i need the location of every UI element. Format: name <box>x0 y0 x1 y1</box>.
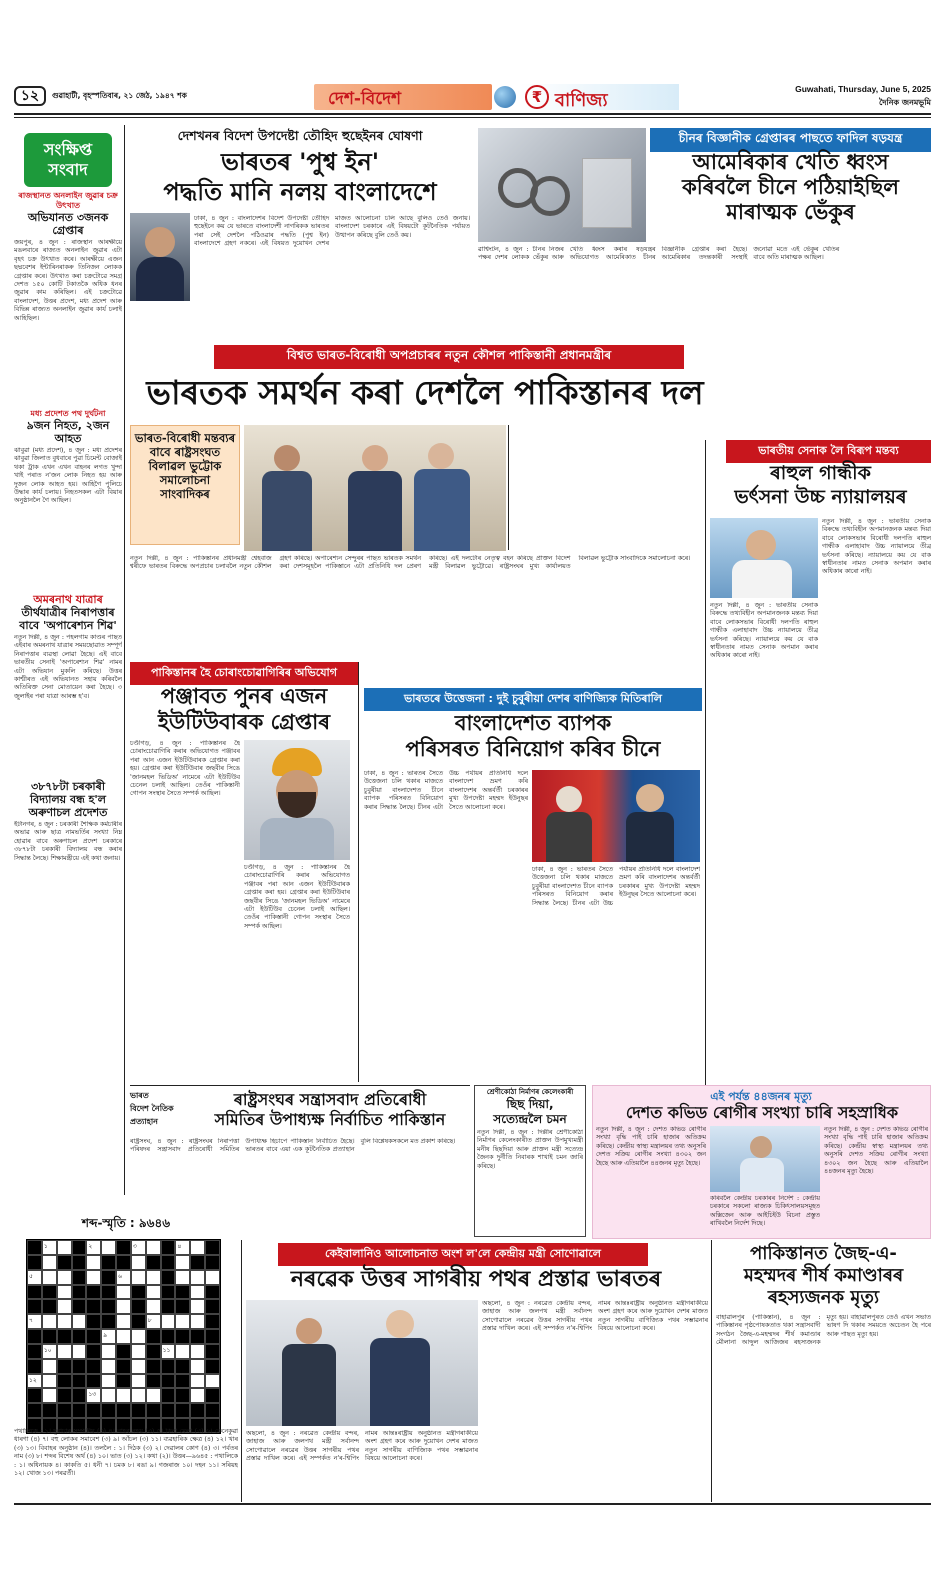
story10-text-cont: অছলো, ৪ জুন : নৰৱেত কেন্দ্ৰীয় বন্দৰ, জাহাজ আৰু জলপথ মন্ত্ৰী সৰ্বানন্দ সোণোৱালে নৰৱেৰ উত্তৰ সাগৰীয় পথৰ প্ৰস্তাৱ দাখিল কৰে। এই সম্পৰ্কত ন'ৰ-শ্বিপিং নামৰ আন্তঃৰাষ্ট্ৰীয় অনুষ্ঠানত মন্ত্ৰীগৰাকীয়ে অংশ গ্ৰহণ কৰে আৰু দুয়োখন দেশৰ মাজত নতুন সাগৰীয় বাণিজ্যিক পথৰ সম্ভাৱনাৰ বিষয়ে আলোচনা কৰে। <box>482 1300 708 1333</box>
story5-kicker: পাকিস্তানৰ হৈ চোৰাংচোৱাগিৰিৰ অভিযোগ <box>130 662 358 685</box>
story3-side-box-text: ভাৰত-বিৰোধী মন্তব্যৰ বাবে ৰাষ্ট্ৰসংঘত বিলাৱল ভুট্টোক সমালোচনা সাংবাদিকৰ <box>134 431 236 501</box>
story8-headline-2: সত্যেন্দ্ৰলৈ চমন <box>493 1112 567 1126</box>
footer-rule <box>14 1503 931 1505</box>
story5-text-cont: চণ্ডীগড়, ৪ জুন : পাকিস্তানৰ হৈ চোৰাংচোৱাগিৰি কৰাৰ অভিযোগত পঞ্জাবৰ পৰা আন এজন ইউটিউবাৰক গ্ৰেপ্তাৰ কৰা হয়। গ্ৰেপ্তাৰ কৰা ইউটিউবাৰ জছবীৰ সিঙে 'জানমহল ভিডিঅ' নামেৰে এটা ইউটিউব চেনেল চলাই আছিল। তেওঁৰ পাকিস্তানী গোপন সংস্থাৰ সৈতে সম্পৰ্ক আছিল। <box>244 864 350 930</box>
brief-2-kicker: মধ্য প্ৰদেশত পথ দুৰ্ঘটনা <box>30 409 106 418</box>
story9-text-2: কৰিবলৈ কেন্দ্ৰীয় চৰকাৰৰ নিৰ্দেশ : কেন্দ্ৰীয় চৰকাৰে সকলো ৰাজ্যক চিকিৎসালয়সমূহত অক্সিজেন আৰু আইচিইউ বিচনা প্ৰস্তুত ৰাখিবলৈ নিৰ্দেশ দিছে। <box>710 1195 820 1228</box>
briefs-title-line2: সংবাদ <box>48 160 88 179</box>
story3-photo <box>244 425 506 551</box>
story7-headline-1: ৰাষ্ট্ৰসংঘৰ সন্ত্ৰাসবাদ প্ৰতিৰোধী <box>233 1090 427 1109</box>
story7-text: ৰাষ্ট্ৰসংঘ, ৪ জুন : ৰাষ্ট্ৰসংঘৰ নিৰাপত্তা পৰিষদৰ সন্ত্ৰাসবাদ প্ৰতিৰোধী সমিতিৰ উপাধ্যক্ষ হিচাপে পাকিস্তান নিৰ্বাচিত হৈছে। ভাৰতৰ বাবে এয়া এক কূটনৈতিক প্ৰত্যাহান বুলি বিশ্লেষকসকলে মত প্ৰকাশ কৰিছে। <box>130 1138 456 1154</box>
story11-text: বাহাৱালপুৰ (পাকিস্তান), ৪ জুন : পাকিস্তানৰ পৃষ্ঠপোষকতাত থকা সন্ত্ৰাসবাদী সংগঠন জৈছ-এ-মহম্মদৰ শীৰ্ষ কমাণ্ডাৰ মৌলানা আব্দুল আজিজৰ ৰহস্যজনক মৃত্যু হয়। বাহাৱালপুৰত তেওঁ এখন সভাত ভাষণ দি থকাৰ সময়তে অচেতন হৈ পৰে আৰু পাছত মৃত্যু হয়। <box>716 1314 931 1347</box>
story7-label-2: বিদেশ নৈতিক <box>130 1104 174 1113</box>
story11-headline-2: মহম্মদৰ শীৰ্ষ কমাণ্ডাৰৰ <box>743 1265 904 1286</box>
section-title-desh-bidesh: দেশ-বিদেশ <box>328 89 402 109</box>
story7-label-3: প্ৰত্যাহান <box>130 1117 158 1126</box>
story3-text: নতুন দিল্লী, ৪ জুন : পাকিস্তানৰ প্ৰধানমন্ত্ৰী শ্বেহবাজ শ্বৰীফে ভাৰতৰ বিৰুদ্ধে অপপ্ৰচাৰ চলাবলৈ নতুন কৌশল গ্ৰহণ কৰিছে। অপাৰেশ্যন সেন্দুৰৰ পাছত ভাৰতক সমৰ্থন কৰা দেশসমূহলৈ পাকিস্তানে এটা প্ৰতিনিধি দল প্ৰেৰণ কৰিছে। এই দলটোৰ নেতৃত্ব বহন কৰিছে প্ৰাক্তন বিদেশ মন্ত্ৰী বিলাৱল ভুট্টোৱে। ৰাষ্ট্ৰসংঘৰ মুখ্য কাৰ্যালয়ত বিলাৱল ভুট্টোক সাংবাদিকে সমালোচনা কৰে। <box>130 555 691 571</box>
brief-3-kicker: অমৰনাথ যাত্ৰাৰ <box>33 593 103 606</box>
story6-kicker: ভাৰতৰে উত্তেজনা : দুই চুবুৰীয়া দেশৰ বাণিজ্যিক মিতিৰালি <box>364 688 702 711</box>
story3-side-box <box>130 425 240 545</box>
section-banner-desh-bidesh <box>314 84 492 110</box>
crossword-divider <box>241 1240 242 1502</box>
story3-kicker: বিশ্বত ভাৰত-বিৰোধী অপপ্ৰচাৰৰ নতুন কৌশল পাকিস্তানী প্ৰধানমন্ত্ৰীৰ <box>214 345 684 369</box>
section-title-banijya: বাণিজ্য <box>555 90 608 111</box>
story1-text: ঢাকা, ৪ জুন : বাংলাদেশৰ বিদেশ উপদেষ্টা তৌহিদ হুছেইনে কয় যে ভাৰতে বাংলাদেশী নাগৰিকক ভাৰতৰ পৰা সেই দেশলৈ পঠিওৱাৰ পদ্ধতি (পুশ্ব ইন) বাংলাদেশে গ্ৰহণ নকৰে। এই বিষয়ত দুয়োখন দেশৰ মাজত আলোচনা চলি আছে বুলিও তেওঁ জনায়। বাংলাদেশ চৰকাৰে এই বিষয়টো কূটনৈতিক পৰ্যায়ত উত্থাপন কৰিছে বুলি তেওঁ কয়। <box>194 215 470 248</box>
story7-headline-2: সমিতিৰ উপাধ্যক্ষ নিৰ্বাচিত পাকিস্তান <box>214 1110 446 1129</box>
story9-kicker: এই পৰ্যন্ত ৪৪জনৰ মৃত্যু <box>710 1090 812 1103</box>
story1-headline-2: পদ্ধতি মানি নলয় বাংলাদেশে <box>163 178 437 206</box>
story7-top-rule <box>130 1085 470 1086</box>
story8-kicker: শ্ৰেণীকোঠা নিৰ্মাণৰ কেলেংকাৰী <box>486 1088 574 1096</box>
brief-3-headline: তীৰ্থযাত্ৰীৰ নিৰাপত্তাৰ বাবে 'অপাৰেশ্যন শিৱ' <box>19 606 117 632</box>
story2-text: ৱাশ্বিংটন, ৪ জুন : চীনৰ নিজৰ পক্ষৰ দেশৰ লোকক ভেঁকুৰ আৰু খেতি ধ্বংস কৰাৰ ষড়যন্ত্ৰৰ অভিযোগত আমেৰিকাত চীনৰ বিজ্ঞানীক গ্ৰেপ্তাৰ কৰা হৈছে। আমেৰিকাৰ তদন্তকাৰী সংস্থাই জনোৱা মতে এই ভেঁকুৰ খেতিৰ বাবে অতি মাৰাত্মক আছিল। <box>478 246 840 262</box>
brief-1-kicker: ৰাজস্থানত অনলাইন জুৱাৰ চক্ৰ উৎখাত <box>18 191 118 210</box>
crossword-clues: পথালিকে : ১। দুৰাচাৰ সম্পৰ্কীয় (৩) ৪। নাহৰ নহয় (৩) ৫। কিনা মেলা (৩) ৬। কেনেকুৱা ধাৰণা (৪) ৭। বহু লোকৰ সমাবেশ (৩) ৯। আঁচল (৩) ১১। ব্যৱহাৰিক ক্ষেত্ৰ (৪) ১২। খাৰ (৩) ১৩। বিবাহৰ অনুষ্ঠান (৪)। তললৈ : ১। দিঠক (৩) ২। দেৱালৰ কোণ (৪) ৩। পৰ্বতৰ নাম (৩) ৮। শব্দৰ বিশেষ অৰ্থ (৪) ১০। ভাত (৩) ১২। কথা (২)। উত্তৰ—৯৬৪৫ : পথালিকে : ১। অধিনায়ক ৪। কাকতি ৫। ধনী ৭। চমক ৮। ৰঙা ৯। গজৰাজ ১০। দহন ১১। সৰিয়হ ১২। খোজ ১৩। পৰৱৰ্তী। <box>14 1428 238 1478</box>
story2-photo <box>478 128 646 242</box>
story6-headline-1: বাংলাদেশত ব্যাপক <box>454 711 612 735</box>
story5-text: চণ্ডীগড়, ৪ জুন : পাকিস্তানৰ হৈ চোৰাংচোৱাগিৰি কৰাৰ অভিযোগত পঞ্জাবৰ পৰা আন এজন ইউটিউবাৰক গ্ৰেপ্তাৰ কৰা হয়। গ্ৰেপ্তাৰ কৰা ইউটিউবাৰ জছবীৰ সিঙে 'জানমহল ভিডিঅ' নামেৰে এটা ইউটিউব চেনেল চলাই আছিল। তেওঁৰ পাকিস্তানী গোপন সংস্থাৰ সৈতে সম্পৰ্ক আছিল। <box>130 740 240 798</box>
story5-headline-2: ইউটিউবাৰক গ্ৰেপ্তাৰ <box>157 710 331 734</box>
masthead <box>14 84 931 110</box>
story9-text-3: নতুন দিল্লী, ৪ জুন : দেশত কভিড ৰোগীৰ সংখ্যা বৃদ্ধি পাই চাৰি হাজাৰ অতিক্ৰম কৰিছে। কেন্দ্ৰীয় স্বাস্থ্য মন্ত্ৰালয়ৰ তথ্য অনুসৰি দেশত সক্ৰিয় ৰোগীৰ সংখ্যা ৪৩০২ জন হৈছে আৰু এতিয়ালৈ ৪৪জনৰ মৃত্যু হৈছে। <box>824 1126 928 1176</box>
story6-text-cont: ঢাকা, ৪ জুন : ভাৰতৰ সৈতে উত্তেজনা চলি থকাৰ মাজতে চুবুৰীয়া বাংলাদেশত চীনে ব্যাপক পৰিসৰত বিনিয়োগ কৰাৰ সিদ্ধান্ত লৈছে। চীনৰ এটা উচ্চ পৰ্যায়ৰ প্ৰতিনিধি দলে বাংলাদেশ ভ্ৰমণ কৰি বাংলাদেশৰ অন্তৰ্বৰ্তী চৰকাৰৰ মুখ্য উপদেষ্টা মহম্মদ ইউনুছৰ সৈতে আলোচনা কৰে। <box>532 866 700 907</box>
globe-icon <box>494 86 516 108</box>
date-left: গুৱাহাটী, বৃহস্পতিবাৰ, ২১ জেঠ, ১৯৪৭ শক <box>52 91 187 100</box>
story10-text: অছলো, ৪ জুন : নৰৱেত কেন্দ্ৰীয় বন্দৰ, জাহাজ আৰু জলপথ মন্ত্ৰী সৰ্বানন্দ সোণোৱালে নৰৱেৰ উত্তৰ সাগৰীয় পথৰ প্ৰস্তাৱ দাখিল কৰে। এই সম্পৰ্কত ন'ৰ-শ্বিপিং নামৰ আন্তঃৰাষ্ট্ৰীয় অনুষ্ঠানত মন্ত্ৰীগৰাকীয়ে অংশ গ্ৰহণ কৰে আৰু দুয়োখন দেশৰ মাজত নতুন সাগৰীয় বাণিজ্যিক পথৰ সম্ভাৱনাৰ বিষয়ে আলোচনা কৰে। <box>246 1430 478 1463</box>
story6-headline-2: পৰিসৰত বিনিয়োগ কৰিব চীনে <box>405 737 661 761</box>
story4-text-cont: নতুন দিল্লী, ৪ জুন : ভাৰতীয় সেনাক বিৰুদ্ধে তথ্যবিহীন অপমানজনক মন্তব্য দিয়া বাবে লোকসভাৰ বিৰোধী দলপতি ৰাহুল গান্ধীক এলাহাবাদ উচ্চ ন্যায়ালয়ে তীব্ৰ ভৰ্ৎসনা কৰিছে। ন্যায়ালয়ে কয় যে বাক স্বাধীনতাৰ নামত সেনাক অপমান কৰাৰ অধিকাৰ কাৰো নাই। <box>710 602 818 660</box>
story2-kicker: চীনৰ বিজ্ঞানীক গ্ৰেপ্তাৰৰ পাছতে ফাদিল ষড়যন্ত্ৰ <box>650 128 931 152</box>
story7-label-1: ভাৰত <box>130 1091 149 1100</box>
header-rule-thin <box>14 117 931 118</box>
story4-text: নতুন দিল্লী, ৪ জুন : ভাৰতীয় সেনাক বিৰুদ্ধে তথ্যবিহীন অপমানজনক মন্তব্য দিয়া বাবে লোকসভাৰ বিৰোধী দলপতি ৰাহুল গান্ধীক এলাহাবাদ উচ্চ ন্যায়ালয়ে তীব্ৰ ভৰ্ৎসনা কৰিছে। ন্যায়ালয়ে কয় যে বাক স্বাধীনতাৰ নামত সেনাক অপমান কৰাৰ অধিকাৰ কাৰো নাই। <box>822 518 931 576</box>
story9-text: নতুন দিল্লী, ৪ জুন : দেশত কভিড ৰোগীৰ সংখ্যা বৃদ্ধি পাই চাৰি হাজাৰ অতিক্ৰম কৰিছে। কেন্দ্ৰীয় স্বাস্থ্য মন্ত্ৰালয়ৰ তথ্য অনুসৰি দেশত সক্ৰিয় ৰোগীৰ সংখ্যা ৪৩০২ জন হৈছে আৰু এতিয়ালৈ ৪৪জনৰ মৃত্যু হৈছে। <box>596 1126 706 1167</box>
story2-headline-1: আমেৰিকাৰ খেতি ধ্বংস <box>692 150 889 174</box>
section-banner-banijya <box>519 84 679 110</box>
story9-photo <box>710 1126 820 1192</box>
story5-headline-1: পঞ্জাবত পুনৰ এজন <box>160 684 328 708</box>
story3-headline: ভাৰতক সমৰ্থন কৰা দেশলৈ পাকিস্তানৰ দল <box>146 373 704 412</box>
story10-divider <box>711 1240 712 1502</box>
story10-kicker: কেইবালানিও আলোচনাত অংশ ল'লে কেন্দ্ৰীয় মন্ত্ৰী সোণোৱালে <box>278 1243 648 1266</box>
story6-photo <box>532 770 700 862</box>
briefs-divider <box>124 125 125 1195</box>
story11-headline-1: পাকিস্তানত জৈছ-এ- <box>750 1243 897 1264</box>
story2-headline-2: কৰিবলৈ চীনে পঠিয়াইছিল <box>682 175 899 199</box>
story4-kicker: ভাৰতীয় সেনাক লৈ বিৰূপ মন্তব্য <box>726 440 931 463</box>
story1-photo <box>130 213 190 301</box>
story11-headline-3: ৰহস্যজনক মৃত্যু <box>767 1287 880 1308</box>
story7-label <box>130 1090 186 1136</box>
story5-photo <box>244 740 350 860</box>
paper-name: দৈনিক জনমভূমি <box>879 98 931 107</box>
person-silhouette <box>145 227 175 257</box>
brief-2-headline: ৯জন নিহত, ২জন আহত <box>26 419 110 445</box>
story3-divider <box>508 425 509 550</box>
story4-photo <box>710 518 818 598</box>
story9-headline: দেশত কভিড ৰোগীৰ সংখ্যা চাৰি সহস্ৰাধিক <box>625 1103 899 1122</box>
story4-divider <box>705 440 706 1162</box>
story10-headline: নৰৱেক উত্তৰ সাগৰীয় পথৰ প্ৰস্তাৱ ভাৰতৰ <box>290 1267 662 1292</box>
story10-photo <box>246 1300 478 1426</box>
story5-divider <box>358 662 359 1082</box>
brief-3-text: নতুন দিল্লী, ৪ জুন : পহলগাম কাণ্ডৰ পাছত এইবাৰ অমৰনাথ যাত্ৰাৰ সময়ছোৱাত সম্পূৰ্ণ নিৰাপত্তাৰ ব্যৱস্থা লোৱা হৈছে। এই বাবে ভাৰতীয় সেনাই 'অপাৰেশ্যন শিৱ' নামৰ এটা অভিযান মুকলি কৰিছে। উত্তৰ কাশ্মীৰত এই অভিযানত সহায় কৰিবলৈ অতিৰিক্ত সেনা মোতায়েন কৰা হৈছে। ৩ জুলাইৰ পৰা যাত্ৰা আৰম্ভ হ'ব। <box>14 634 122 700</box>
rupee-icon: ₹ <box>525 85 549 109</box>
story8-box <box>474 1085 586 1237</box>
brief-1-text: জয়পুৰ, ৪ জুন : ৰাজস্থান আৰক্ষীয়ে মঙলবাৰে ৰাজ্যত অনলাইন জুৱাৰ এটা বৃহৎ চক্ৰ উৎখাত কৰে। আৰক্ষীয়ে এজন ছদ্মবেশৰ ইন্টাৰিনৰাকৰু তিনিজন লোকক গ্ৰেপ্তাৰ কৰে। উৎখাত কৰা চক্ৰটোৱে সমগ্ৰ দেশত ১৫০ কোটি টকাতকৈ অধিক ধনৰ জুৱাৰ কাম কৰিছিল। এই চক্ৰটোৱে বাংলাদেশ, উত্তৰ প্ৰদেশ, মধ্য প্ৰদেশ আৰু বিভিন্ন ৰাজ্যত অনলাইন জুৱাৰ কাৰ্য চলাই আহিছিল। <box>14 239 122 322</box>
story1-kicker: দেশখনৰ বিদেশ উপদেষ্টা তৌহিদ হুছেইনৰ ঘোষণা <box>177 128 423 143</box>
brief-2-text: ঝাবুৱা (মধ্য প্ৰদেশ), ৪ জুন : মধ্য প্ৰদেশৰ ঝাবুৱা জিলাত বুধবাৰে পুৱা চিমেন্ট বোজাই থকা ট্ৰাক এখন এখন বাহনৰ লগত খুন্দা খাই পৰাত ন'জন লোক নিহত হয় আৰু দুজন লোক আহত হয়। আহিগৈ পুলিচে উদ্ধাৰ কাৰ্য চলায়। নিহতসকল এটা বিয়াৰ অনুষ্ঠানলৈ গৈ আছিল। <box>14 447 122 505</box>
brief-4-headline: ৩৮৭৮টা চৰকাৰী বিদ্যালয় বন্ধ হ'ল অৰুণাচল প্ৰদেশত <box>28 780 108 819</box>
page-number: ১২ <box>14 86 46 106</box>
brief-1-headline: অভিযানত ৩জনক গ্ৰেপ্তাৰ <box>27 211 109 237</box>
story8-headline-1: ছিছ দিয়া, <box>506 1097 554 1111</box>
briefs-title-line1: সংক্ষিপ্ত <box>43 140 93 159</box>
story4-headline-1: ৰাহুল গান্ধীক <box>770 462 871 484</box>
story8-text: নতুন দিল্লী, ৪ জুন : দিল্লীৰ শ্ৰেণীকোঠা নিৰ্মাণৰ কেলেংকাৰীত প্ৰাক্তন উপমুখ্যমন্ত্ৰী মনীষ ছিছদিয়া আৰু প্ৰাক্তন মন্ত্ৰী সত্যেন্দ্ৰ জৈনক দুৰ্নীতি নিবাৰক শাখাই চমন জাৰি কৰিছে। <box>477 1129 583 1170</box>
brief-4-text: ইটানগৰ, ৪ জুন : চৰকাৰী শৈক্ষিক কৰ্মচাৰীৰ অভাৱ আৰু ছাত্ৰ নামভৰ্তিৰ সংখ্যা নিম্ন হোৱাৰ বাবে অৰুণাচল প্ৰদেশ চৰকাৰে ৩৮৭৮টা চৰকাৰী বিদ্যালয় বন্ধ কৰাৰ সিদ্ধান্ত লৈছে। শিক্ষামন্ত্ৰীয়ে এই কথা জনায়। <box>14 821 122 862</box>
date-right: Guwahati, Thursday, June 5, 2025 <box>795 84 931 94</box>
story2-headline-3: মাৰাত্মক ভেঁকুৰ <box>726 200 855 224</box>
story4-headline-2: ভৰ্ৎসনা উচ্চ ন্যায়ালয়ৰ <box>734 486 907 508</box>
story6-text: ঢাকা, ৪ জুন : ভাৰতৰ সৈতে উত্তেজনা চলি থকাৰ মাজতে চুবুৰীয়া বাংলাদেশত চীনে ব্যাপক পৰিসৰত বিনিয়োগ কৰাৰ সিদ্ধান্ত লৈছে। চীনৰ এটা উচ্চ পৰ্যায়ৰ প্ৰতিনিধি দলে বাংলাদেশ ভ্ৰমণ কৰি বাংলাদেশৰ অন্তৰ্বৰ্তী চৰকাৰৰ মুখ্য উপদেষ্টা মহম্মদ ইউনুছৰ সৈতে আলোচনা কৰে। <box>364 770 528 811</box>
crossword-title: শব্দ-স্মৃতি : ৯৬৪৬ <box>81 1216 171 1230</box>
briefs-title-box <box>24 133 112 187</box>
crossword-grid[interactable]: ১ ২ ৩ ৪ ৫ ৬ ৭ ৮ ৯ ১০ ১১ ১২ ১৩ <box>26 1239 221 1434</box>
header-rule <box>14 113 931 115</box>
story1-headline-1: ভাৰতৰ 'পুশ্ব ইন' <box>220 148 380 176</box>
briefs-column <box>14 125 122 1195</box>
